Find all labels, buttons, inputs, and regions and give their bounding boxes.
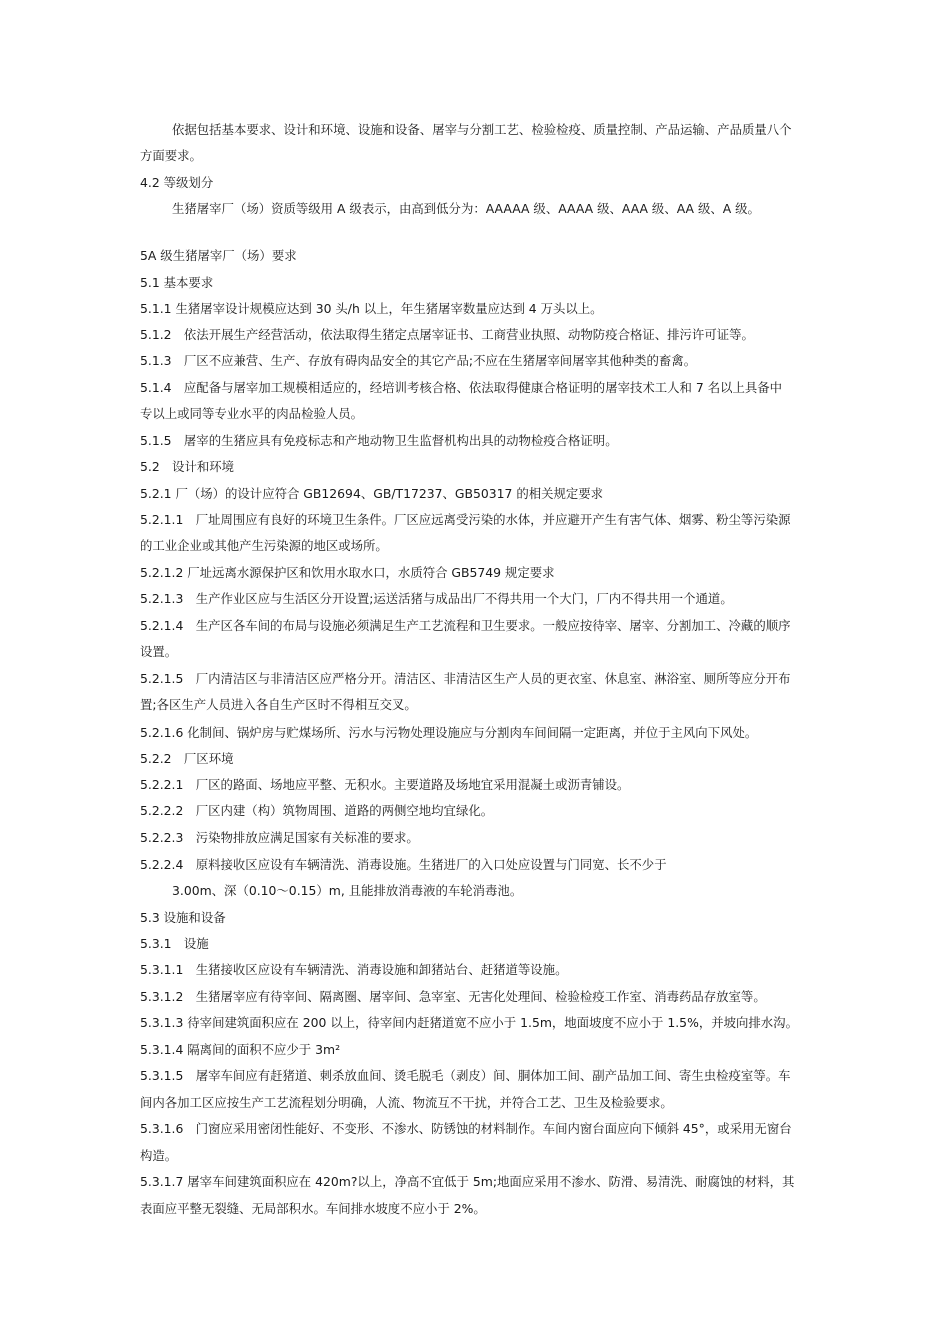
section-heading-5-2-2: 5.2.2 厂区环境	[140, 751, 234, 766]
clause-5-3-1-7: 5.3.1.7 屠宰车间建筑面积应在 420m?以上，净高不宜低于 5m;地面应采用不渗水、防滑、易清洗、耐腐蚀的材料，其	[140, 1174, 795, 1189]
clause-5-2-1-6: 5.2.1.6 化制间、锅炉房与贮煤场所、污水与污物处理设施应与分割肉车间间隔一定距离，并位于主风向下风处。	[140, 725, 758, 740]
clause-5-1-4-cont: 专以上或同等专业水平的肉品检验人员。	[140, 406, 364, 421]
section-heading-5-3: 5.3 设施和设备	[140, 910, 226, 925]
clause-5-2-2-3: 5.2.2.3 污染物排放应满足国家有关标准的要求。	[140, 830, 419, 845]
section-heading-5-2: 5.2 设计和环境	[140, 459, 235, 474]
clause-5-1-1: 5.1.1 生猪屠宰设计规模应达到 30 头/h 以上，年生猪屠宰数量应达到 4 万头以上。	[140, 301, 603, 316]
section-heading-4-2: 4.2 等级划分	[140, 175, 214, 190]
clause-5-2-1-1-cont: 的工业企业或其他产生污染源的地区或场所。	[140, 538, 388, 553]
clause-5-1-3: 5.1.3 厂区不应兼营、生产、存放有碍肉品安全的其它产品;不应在生猪屠宰间屠宰其他种类的畜禽。	[140, 353, 697, 368]
clause-5-2-1-5: 5.2.1.5 厂内清洁区与非清洁区应严格分开。清洁区、非清洁区生产人员的更衣室、休息室、淋浴室、厕所等应分开布	[140, 671, 791, 686]
clause-5-3-1-4: 5.3.1.4 隔离间的面积不应少于 3m²	[140, 1042, 341, 1057]
clause-5-2-2-4-cont: 3.00m、深（0.10～0.15）m, 且能排放消毒液的车轮消毒池。	[172, 883, 523, 898]
clause-5-3-1-6: 5.3.1.6 门窗应采用密闭性能好、不变形、不渗水、防锈蚀的材料制作。车间内窗台面应向下倾斜 45°，或采用无窗台	[140, 1121, 792, 1136]
clause-5-3-1-7-cont: 表面应平整无裂缝、无局部积水。车间排水坡度不应小于 2%。	[140, 1201, 486, 1216]
clause-5-3-1-5: 5.3.1.5 屠宰车间应有赶猪道、刺杀放血间、烫毛脱毛（剥皮）间、胴体加工间、副产品加工间、寄生虫检疫室等。车	[140, 1068, 791, 1083]
clause-5-2-2-2: 5.2.2.2 厂区内建（构）筑物周围、道路的两侧空地均宜绿化。	[140, 803, 494, 818]
clause-5-3-1-3: 5.3.1.3 待宰间建筑面积应在 200 以上，待宰间内赶猪道宽不应小于 1.5m，地面坡度不应小于 1.5%，并坡向排水沟。	[140, 1015, 798, 1030]
section-heading-5: 5A 级生猪屠宰厂（场）要求	[140, 248, 297, 263]
clause-5-3-1-2: 5.3.1.2 生猪屠宰应有待宰间、隔离圈、屠宰间、急宰室、无害化处理间、检验检疫工作室、消毒药品存放室等。	[140, 989, 766, 1004]
clause-5-2-2-4: 5.2.2.4 原料接收区应设有车辆清洗、消毒设施。生猪进厂的入口处应设置与门同宽、长不少于	[140, 857, 667, 872]
grading-paragraph: 生猪屠宰厂（场）资质等级用 A 级表示，由高到低分为：AAAAA 级、AAAA 级、AAA 级、AA 级、A 级。	[172, 201, 760, 216]
clause-5-3-1-6-cont: 构造。	[140, 1148, 178, 1163]
clause-5-1-5: 5.1.5 屠宰的生猪应具有免疫标志和产地动物卫生监督机构出具的动物检疫合格证明。	[140, 433, 618, 448]
intro-paragraph-line: 依据包括基本要求、设计和环境、设施和设备、屠宰与分割工艺、检验检疫、质量控制、产品运输、产品质量八个	[172, 122, 792, 137]
section-heading-5-3-1: 5.3.1 设施	[140, 936, 209, 951]
clause-5-1-2: 5.1.2 依法开展生产经营活动，依法取得生猪定点屠宰证书、工商营业执照、动物防疫合格证、排污许可证等。	[140, 327, 754, 342]
clause-5-2-2-1: 5.2.2.1 厂区的路面、场地应平整、无积水。主要道路及场地宜采用混凝土或沥青铺设。	[140, 777, 630, 792]
clause-5-2-1: 5.2.1 厂（场）的设计应符合 GB12694、GB/T17237、GB50317 的相关规定要求	[140, 486, 604, 501]
clause-5-2-1-4-cont: 设置。	[140, 644, 178, 659]
clause-5-2-1-5-cont: 置;各区生产人员进入各自生产区时不得相互交叉。	[140, 697, 417, 712]
clause-5-1-4: 5.1.4 应配备与屠宰加工规模相适应的，经培训考核合格、依法取得健康合格证明的屠宰技术工人和 7 名以上具备中	[140, 380, 783, 395]
clause-5-2-1-1: 5.2.1.1 厂址周围应有良好的环境卫生条件。厂区应远离受污染的水体，并应避开产生有害气体、烟雾、粉尘等污染源	[140, 512, 791, 527]
clause-5-3-1-1: 5.3.1.1 生猪接收区应设有车辆清洗、消毒设施和卸猪站台、赶猪道等设施。	[140, 962, 568, 977]
section-heading-5-1: 5.1 基本要求	[140, 275, 214, 290]
clause-5-2-1-2: 5.2.1.2 厂址远离水源保护区和饮用水取水口，水质符合 GB5749 规定要求	[140, 565, 555, 580]
clause-5-2-1-3: 5.2.1.3 生产作业区应与生活区分开设置;运送活猪与成品出厂不得共用一个大门，厂内不得共用一个通道。	[140, 591, 733, 606]
intro-paragraph-line: 方面要求。	[140, 148, 202, 163]
clause-5-3-1-5-cont: 间内各加工区应按生产工艺流程划分明确，人流、物流互不干扰，并符合工艺、卫生及检验要求。	[140, 1095, 673, 1110]
clause-5-2-1-4: 5.2.1.4 生产区各车间的布局与设施必须满足生产工艺流程和卫生要求。一般应按待宰、屠宰、分割加工、冷藏的顺序	[140, 618, 791, 633]
